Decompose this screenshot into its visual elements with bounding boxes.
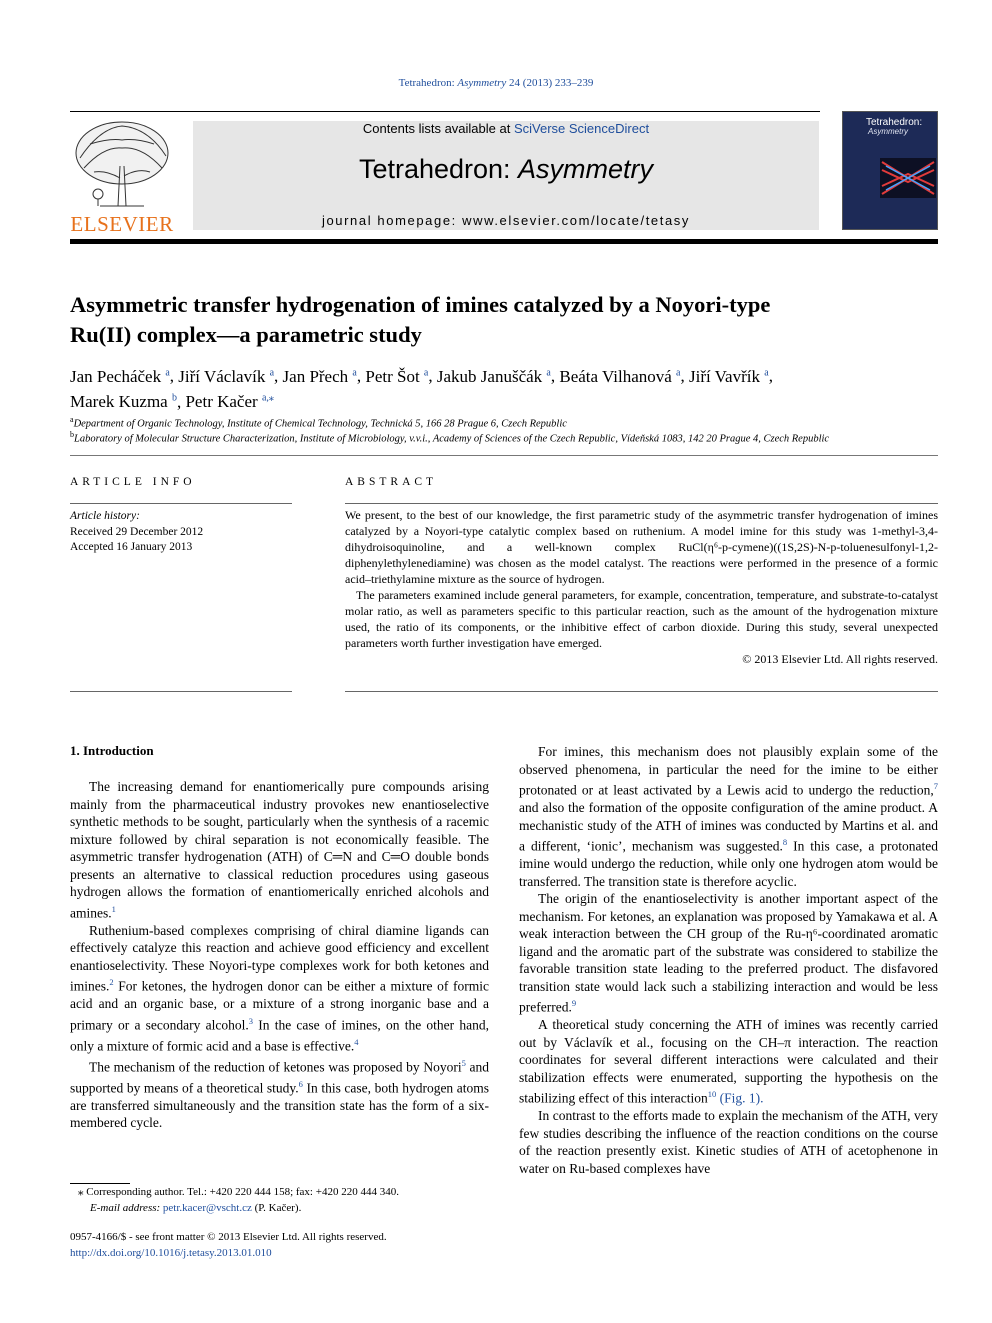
article-info-heading: ARTICLE INFO [70,476,196,488]
author[interactable]: Jakub Januščák $^a$ [436,366,551,386]
body-paragraph: A theoretical study concerning the ATH of imines was recently carried out by Václavík et al., focusing on the CH–π interaction. The reaction coordinates for several different interactions were calculated and their stabilization effects were enumerated, supporting the hypothesis on the stabilizing effect of this interaction$^{10}$ (Fig. 1). [519,1017,938,1106]
contents-availability: Contents lists available at SciVerse ScienceDirect [362,121,650,136]
author[interactable]: Jiří Vavřík $^a$ [689,366,769,386]
header-thick-rule [70,239,938,244]
journal-name: Tetrahedron: Asymmetry [358,154,654,184]
header-rule [70,111,820,112]
author[interactable]: Jan Pecháček $^a$ [70,366,170,386]
abstract-paragraph: The parameters examined include general parameters, for example, concentration, temperature, and substrate-to-catalyst molar ratio, as well as parameters specific to this particular reaction, such as the amount of the hydrogenation mixture used, the ratio of its components, or the inhibitive effect of carbon dioxide. During this study, several unexpected parameters worth further investigation have emerged. [345,588,938,650]
abstract-body [345,507,938,667]
reference-link[interactable]: 2 [109,977,114,987]
doi-link[interactable]: http://dx.doi.org/10.1016/j.tetasy.2013.01.010 [70,1246,272,1259]
divider [345,691,938,692]
footnote-rule [70,1183,130,1184]
affiliation-a: $^a$Department of Organic Technology, Institute of Chemical Technology, Technická 5, 166 28 Prague 6, Czech Republic [70,415,567,430]
cover-artwork-icon [880,158,936,198]
copyright-notice: © 2013 Elsevier Ltd. All rights reserved. [742,652,938,666]
author[interactable]: Jan Přech $^a$ [282,366,357,386]
cover-title: Tetrahedron: [866,117,923,128]
author-list: Jan Pecháček $^a$, Jiří Václavík $^a$, Jan Přech $^a$, Petr Šot $^a$, Jakub Januščák $^a$, Beáta Vilhanová $^a$, Jiří Vavřík $^a$, Marek Kuzma $^b$, Petr Kačer $^{a,⁎}$ [70,366,773,412]
author[interactable]: Jiří Václavík $^a$ [178,366,275,386]
body-paragraph: The origin of the enantioselectivity is another important aspect of the mechanism. For ketones, an explanation was proposed by Yamakawa et al. A weak interaction between the CH group of the Ru-η⁶-coordinated aromatic ligand and the aromatic part of the substrate was considered to stabilize the favorable transition state leading to the preferred product. The disfavored transition state would lack such a stabilizing interaction and would be less preferred.$^9$ [519,891,938,1015]
divider [70,691,292,692]
elsevier-wordmark[interactable]: ELSEVIER [70,212,174,236]
email-link[interactable]: petr.kacer@vscht.cz [162,1201,252,1214]
reference-link[interactable]: 1 [111,903,116,914]
body-paragraph: In contrast to the efforts made to explain the mechanism of the ATH, very few studies describing the influence of the reaction conditions on the course of the reaction presently exist. Kinetic studies of ATH of acetophenone in water on Ru-based complexes have [519,1108,938,1176]
reference-link[interactable]: 8 [782,837,788,847]
body-paragraph: Ruthenium-based complexes comprising of chiral diamine ligands can effectively catalyze this reaction and achieve good efficiency and excellent enantioselectivity. These Noyori-type complexes work for both ketones and imines.$^2$ For ketones, the hydrogen donor can be either a mixture of formic acid and an organic base, or a mixture of a strong inorganic base and a primary or a secondary alcohol.$^3$ In the case of imines, on the other hand, only a mixture of formic acid and a base is effective.$^4$ [70,922,490,1053]
divider [70,455,938,456]
divider [345,503,938,504]
divider [70,503,292,504]
body-column-left [70,778,489,1132]
author[interactable]: Beáta Vilhanová $^a$ [559,366,681,386]
reference-link[interactable]: 10 [707,1089,717,1099]
body-paragraph: For imines, this mechanism does not plausibly explain some of the observed phenomena, in particular the need for the imine to be either protonated or at least activated by a Lewis acid to undergo the reduction,$^7$ and also the formation of the opposite configuration of the amine product. A mechanistic study of the ATH of imines was conducted by Martins et al. and a different, ‘ionic’, mechanism was suggested.$^8$ In this case, a protonated imine would undergo the reduction, while only one hydrogen atom would be transferred. The transition state is therefore acyclic. [519,744,938,889]
abstract-heading: ABSTRACT [345,476,438,488]
cover-subtitle: Asymmetry [868,127,908,136]
journal-homepage: journal homepage: www.elsevier.com/locate/tetasy [321,213,690,228]
body-column-right [519,743,938,1177]
reference-link[interactable]: 5 [461,1057,466,1068]
corresponding-author-footnote: ⁎ Corresponding author. Tel.: +420 220 444 158; fax: +420 220 444 340. E-mail address: petr.kacer@vscht.cz (P. Kačer). [78,1186,399,1214]
issn-block: 0957-4166/$ - see front matter © 2013 Elsevier Ltd. All rights reserved. http://dx.doi.org/10.1016/j.tetasy.2013.01.010 [70,1230,490,1261]
reference-link[interactable]: 3 [248,1015,253,1026]
body-paragraph: The increasing demand for enantiomerically pure compounds arising mainly from the pharmaceutical industry provokes new enantioselective synthetic methods to be sought, particularly when the synthesis of a racemic mixture followed by chiral separation is not economically feasible. The asymmetric transfer hydrogenation (ATH) of C═N and C═O double bonds presents an alternative to classical reduction procedures using gaseous hydrogen allows the formation of enantiomerically enriched alcohols and amines.$^1$ [70,779,489,920]
abstract-paragraph: We present, to the best of our knowledge, the first parametric study of the asymmetric transfer hydrogenation of imines catalyzed by a Noyori-type catalytic complex based on ruthenium. A model imine for this study was 1-methyl-3,4-dihydroisoquinoline, and a well-known complex RuCl(η⁶-p-cymene)((1S,2S)-N-p-toluenesulfonyl-1,2-diphenylethylenediamine) was chosen as the model catalyst. The reactions were performed in the presence of a formic acid–triethylamine mixture as the source of hydrogen. [345,508,938,586]
author[interactable]: Marek Kuzma $^b$ [70,392,177,412]
section-heading-introduction: 1. Introduction [70,743,154,758]
journal-citation[interactable]: Tetrahedron: Asymmetry 24 (2013) 233–239 [398,77,594,89]
author[interactable]: Petr Šot $^a$ [365,366,429,386]
reference-link[interactable]: 7 [933,781,938,791]
sciencedirect-link[interactable]: SciVerse ScienceDirect [513,121,650,136]
affiliation-b: $^b$Laboratory of Molecular Structure Characterization, Institute of Microbiology, v.v.i., Academy of Sciences of the Czech Republic, Vídeňská 1083, 142 20 Prague 4, Czech Republic [70,430,830,445]
article-history: Article history: Received 29 December 2012 Accepted 16 January 2013 [70,510,204,553]
article-title: Asymmetric transfer hydrogenation of imines catalyzed by a Noyori-type Ru(II) complex—a parametric study [70,292,771,347]
author[interactable]: Petr Kačer $^{a,⁎}$ [185,392,274,412]
body-paragraph: The mechanism of the reduction of ketones was proposed by Noyori$^5$ and supported by means of a theoretical study.$^6$ In this case, both hydrogen atoms are transferred simultaneously and the transition state has the form of a six-membered cycle. [70,1057,490,1130]
reference-link[interactable]: 6 [298,1078,303,1089]
reference-link[interactable]: 4 [354,1036,359,1047]
homepage-link[interactable]: www.elsevier.com/locate/tetasy [462,213,690,228]
figure-link[interactable]: (Fig. 1). [719,1090,764,1106]
reference-link[interactable]: 9 [571,998,577,1008]
